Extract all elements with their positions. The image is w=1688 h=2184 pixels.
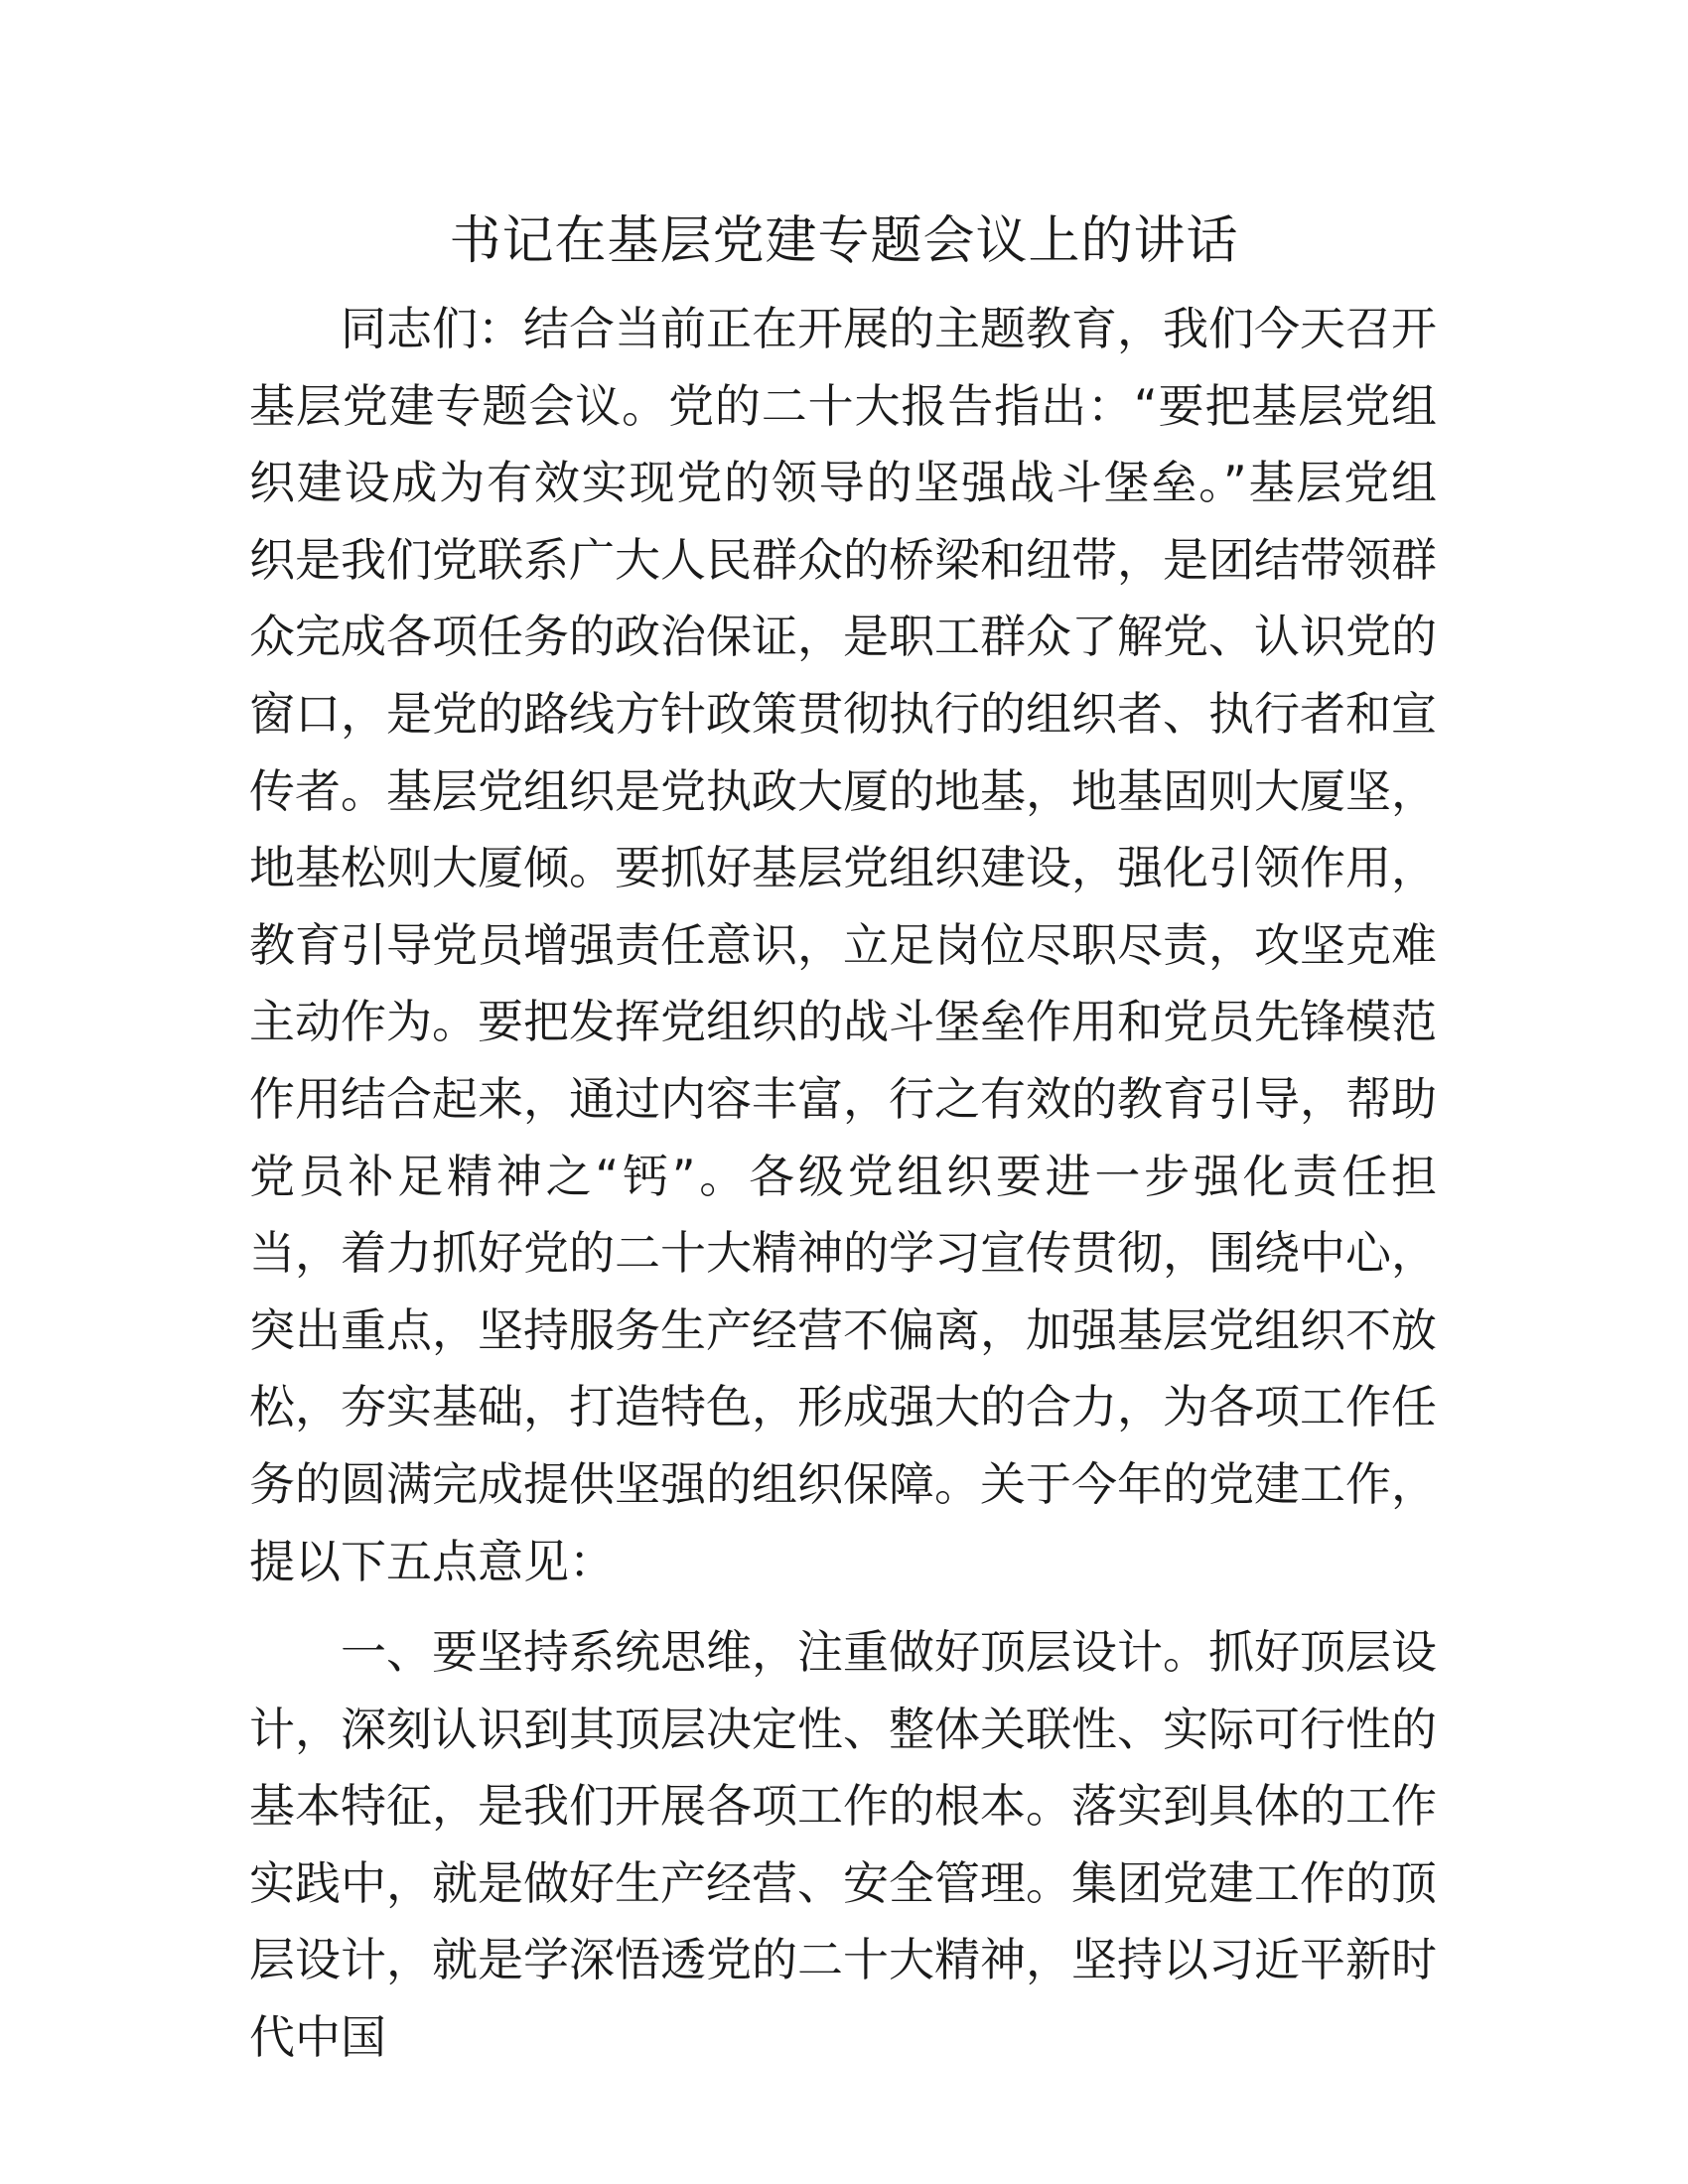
document-body: [249, 291, 1437, 2077]
paragraph-opening: 同志们：结合当前正在开展的主题教育，我们今天召开基层党建专题会议。党的二十大报告指出：“要把基层党组织建设成为有效实现党的领导的坚强战斗堡垒。”基层党组织是我们党联系广大人民群众的桥梁和纽带，是团结带领群众完成各项任务的政治保证，是职工群众了解党、认识党的窗口，是党的路线方针政策贯彻执行的组织者、执行者和宣传者。基层党组织是党执政大厦的地基，地基固则大厦坚，地基松则大厦倾。要抓好基层党组织建设，强化引领作用，教育引导党员增强责任意识，立足岗位尽职尽责，攻坚克难主动作为。要把发挥党组织的战斗堡垒作用和党员先锋模范作用结合起来，通过内容丰富，行之有效的教育引导，帮助党员补足精神之“钙”。各级党组织要进一步强化责任担当，着力抓好党的二十大精神的学习宣传贯彻，围绕中心，突出重点，坚持服务生产经营不偏离，加强基层党组织不放松，夯实基础，打造特色，形成强大的合力，为各项工作任务的圆满完成提供坚强的组织保障。关于今年的党建工作，提以下五点意见：: [249, 302, 1437, 1588]
paragraph-point-one: 一、要坚持系统思维，注重做好顶层设计。抓好顶层设计，深刻认识到其顶层决定性、整体关联性、实际可行性的基本特征，是我们开展各项工作的根本。落实到具体的工作实践中，就是做好生产经营、安全管理。集团党建工作的顶层设计，就是学深悟透党的二十大精神，坚持以习近平新时代中国: [249, 1625, 1437, 2065]
document-title: 书记在基层党建专题会议上的讲话: [449, 211, 1239, 271]
